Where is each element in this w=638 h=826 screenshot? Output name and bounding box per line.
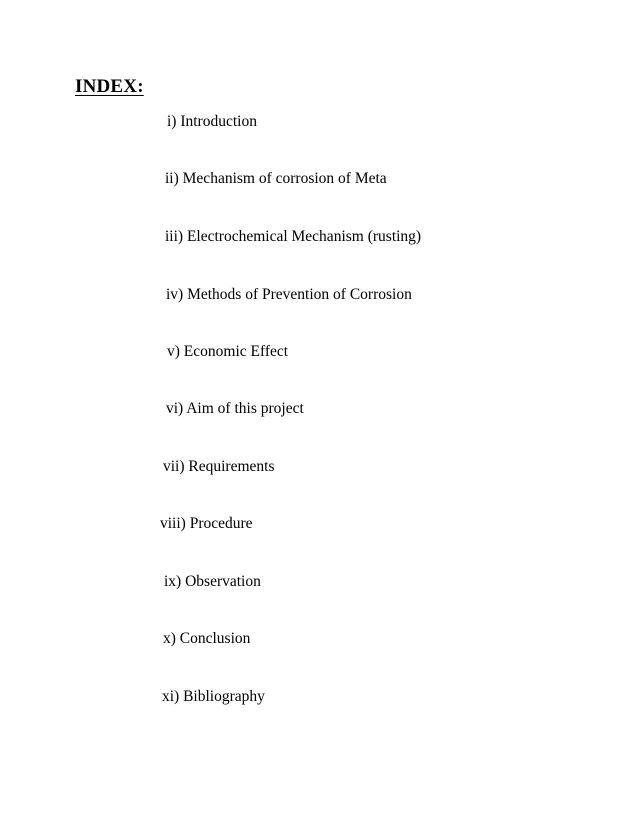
index-item-mechanism-of-corrosion: ii) Mechanism of corrosion of Meta — [165, 170, 387, 187]
index-item-introduction: i) Introduction — [167, 113, 257, 130]
index-item-bibliography: xi) Bibliography — [162, 688, 265, 705]
index-item-procedure: viii) Procedure — [160, 515, 253, 532]
index-item-aim-of-project: vi) Aim of this project — [166, 400, 304, 417]
index-heading: INDEX: — [75, 76, 144, 97]
index-item-observation: ix) Observation — [164, 573, 261, 590]
index-item-requirements: vii) Requirements — [163, 458, 275, 475]
index-item-methods-of-prevention: iv) Methods of Prevention of Corrosion — [166, 286, 412, 303]
index-item-electrochemical-mechanism: iii) Electrochemical Mechanism (rusting) — [165, 228, 422, 245]
index-item-conclusion: x) Conclusion — [163, 630, 251, 647]
index-item-economic-effect: v) Economic Effect — [167, 343, 289, 360]
